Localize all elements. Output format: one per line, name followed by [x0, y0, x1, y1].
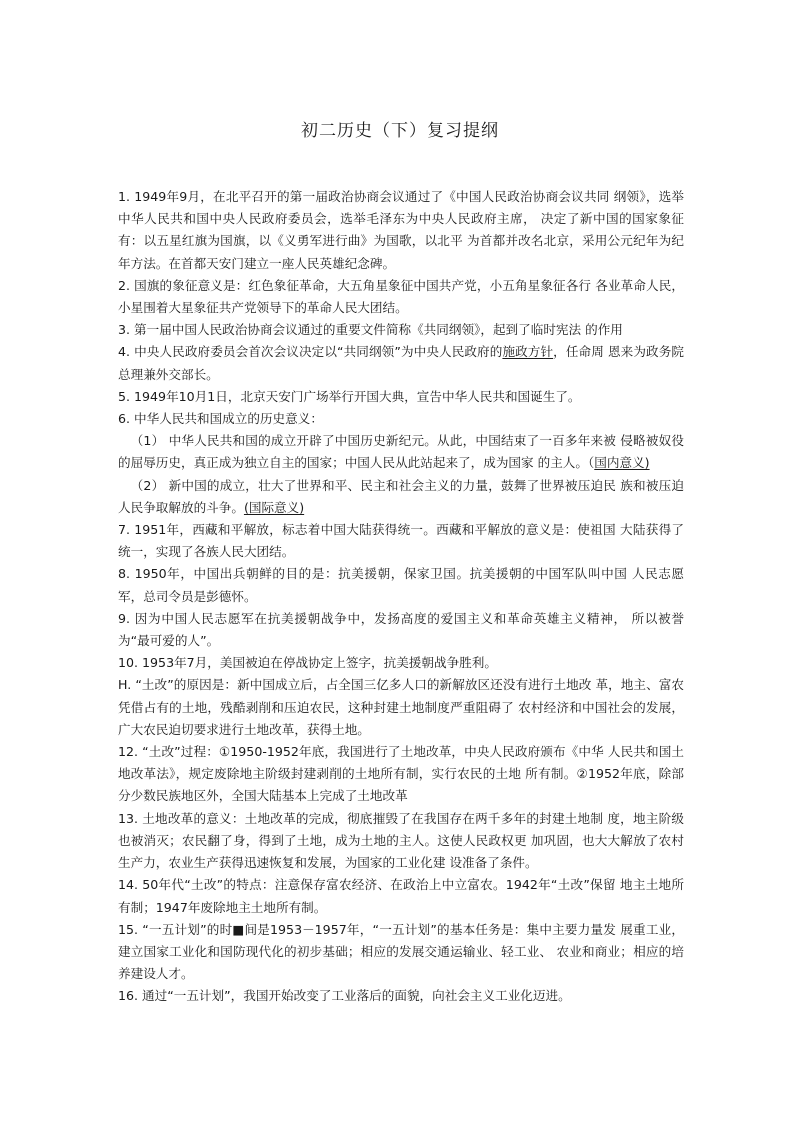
- item-4-text-before: 4. 中央人民政府委员会首次会议决定以“共同纲领”为中央人民政府的: [118, 344, 503, 360]
- paragraph-item-4: [118, 341, 684, 385]
- paragraph-item-9: 9. 因为中国人民志愿军在抗美援朝战争中，发扬高度的爱国主义和革命英雄主义精神， 所以被誉为“最可爱的人”。: [118, 610, 684, 649]
- paragraph-item-7: 7. 1951年，西藏和平解放，标志着中国大陆获得统一。西藏和平解放的意义是：使祖国 大陆获得了统一，实现了各族人民大团结。: [118, 522, 684, 560]
- paragraph-item-8: 8. 1950年，中国出兵朝鲜的目的是：抗美援朝，保家卫国。抗美援朝的中国军队叫中国 人民志愿军，总司令员是彭德怀。: [118, 566, 684, 604]
- document-body: [118, 186, 684, 1008]
- paragraph-item-10: 10. 1953年7月，美国被迫在停战协定上签字，抗美援朝战争胜利。: [118, 655, 497, 671]
- paragraph-item-2: 2. 国旗的象征意义是：红色象征革命，大五角星象征中国共产党，小五角星象征各行 各业革命人民，小星围着大星象征共产党领导下的革命人民大团结。: [118, 277, 684, 316]
- paragraph-item-6: 6. 中华人民共和国成立的历史意义：: [118, 411, 323, 427]
- paragraph-item-16: 16. 通过“一五计划”，我国开始改变了工业落后的面貌，向社会主义工业化迈进。: [118, 988, 571, 1004]
- paragraph-item-14: 14. 50年代“土改”的特点：注意保存富农经济、在政治上中立富农。1942年“土改”保留 地主土地所有制；1947年废除地主土地所有制。: [118, 877, 684, 915]
- paragraph-item-15: 15. “一五计划”的时■间是1953－1957年，“一五计划”的基本任务是：集中主要力量发 展重工业，建立国家工业化和国防现代化的初步基础；相应的发展交通运输业、轻工业、 农业和商业；相应的培养建设人才。: [118, 921, 684, 982]
- significance-domestic-label: 国内意义): [594, 455, 650, 471]
- significance-international-label: (国际意义): [243, 499, 305, 515]
- paragraph-item-13: 13. 土地改革的意义：土地改革的完成，彻底摧毁了在我国存在两千多年的封建土地制 度，地主阶级也被消灭；农民翻了身，得到了土地，成为土地的主人。这使人民政权更 加巩固，也大大解放了农村生产力，农业生产获得迅速恢复和发展，为国家的工业化建 设准备了条件。: [118, 810, 684, 871]
- paragraph-item-5: 5. 1949年10月1日，北京天安门广场举行开国大典，宣告中华人民共和国诞生了。: [118, 388, 581, 404]
- paragraph-item-11: H. “土改”的原因是：新中国成立后，占全国三亿多人口的新解放区还没有进行土地改 革，地主、富农凭借占有的土地，残酷剥削和压迫农民，这种封建土地制度严重阻碍了 农村经济和中国社会的发展，广大农民迫切要求进行土地改革，获得土地。: [118, 677, 684, 737]
- paragraph-item-12: 12. “土改”过程：①1950-1952年底，我国进行了土地改革，中央人民政府颁布《中华 人民共和国土地改革法》，规定废除地主阶级封建剥削的土地所有制，实行农民的土地 所有制。②1952年底，除部分少数民族地区外，全国大陆基本上完成了土地改革: [118, 744, 684, 804]
- paragraph-item-1: 1. 1949年9月，在北平召开的第一届政治协商会议通过了《中国人民政治协商会议共同 纲领》，选举中华人民共和国中央人民政府委员会，选举毛泽东为中央人民政府主席， 决定了新中国的国家象征有：以五星红旗为国旗，以《义勇军进行曲》为国歌，以北平 为首都并改名北京，采用公元纪年为纪年方法。在首都天安门建立一座人民英雄纪念碑。: [118, 189, 684, 271]
- item-4-underlined-text: 施政方针: [502, 344, 554, 360]
- significance-domestic-text: （1） 中华人民共和国的成立开辟了中国历史新纪元。从此，中国结束了一百多年来被 侵略被奴役的屈辱历史，真正成为独立自主的国家；中国人民从此站起来了，成为国家 的主人。（: [118, 433, 684, 471]
- significance-international: [118, 475, 684, 519]
- significance-domestic: [118, 430, 684, 474]
- paragraph-item-3: 3. 第一届中国人民政治协商会议通过的重要文件简称《共同纲领》，起到了临时宪法 的作用: [118, 322, 623, 338]
- item-4-text-after: ，任命周 恩来为政务院总理兼外交部长。: [118, 344, 684, 382]
- significance-international-text: （2） 新中国的成立，壮大了世界和平、民主和社会主义的力量，鼓舞了世界被压迫民 族和被压迫人民争取解放的斗争。: [118, 477, 684, 515]
- document-title: 初二历史（下）复习提纲: [301, 121, 499, 141]
